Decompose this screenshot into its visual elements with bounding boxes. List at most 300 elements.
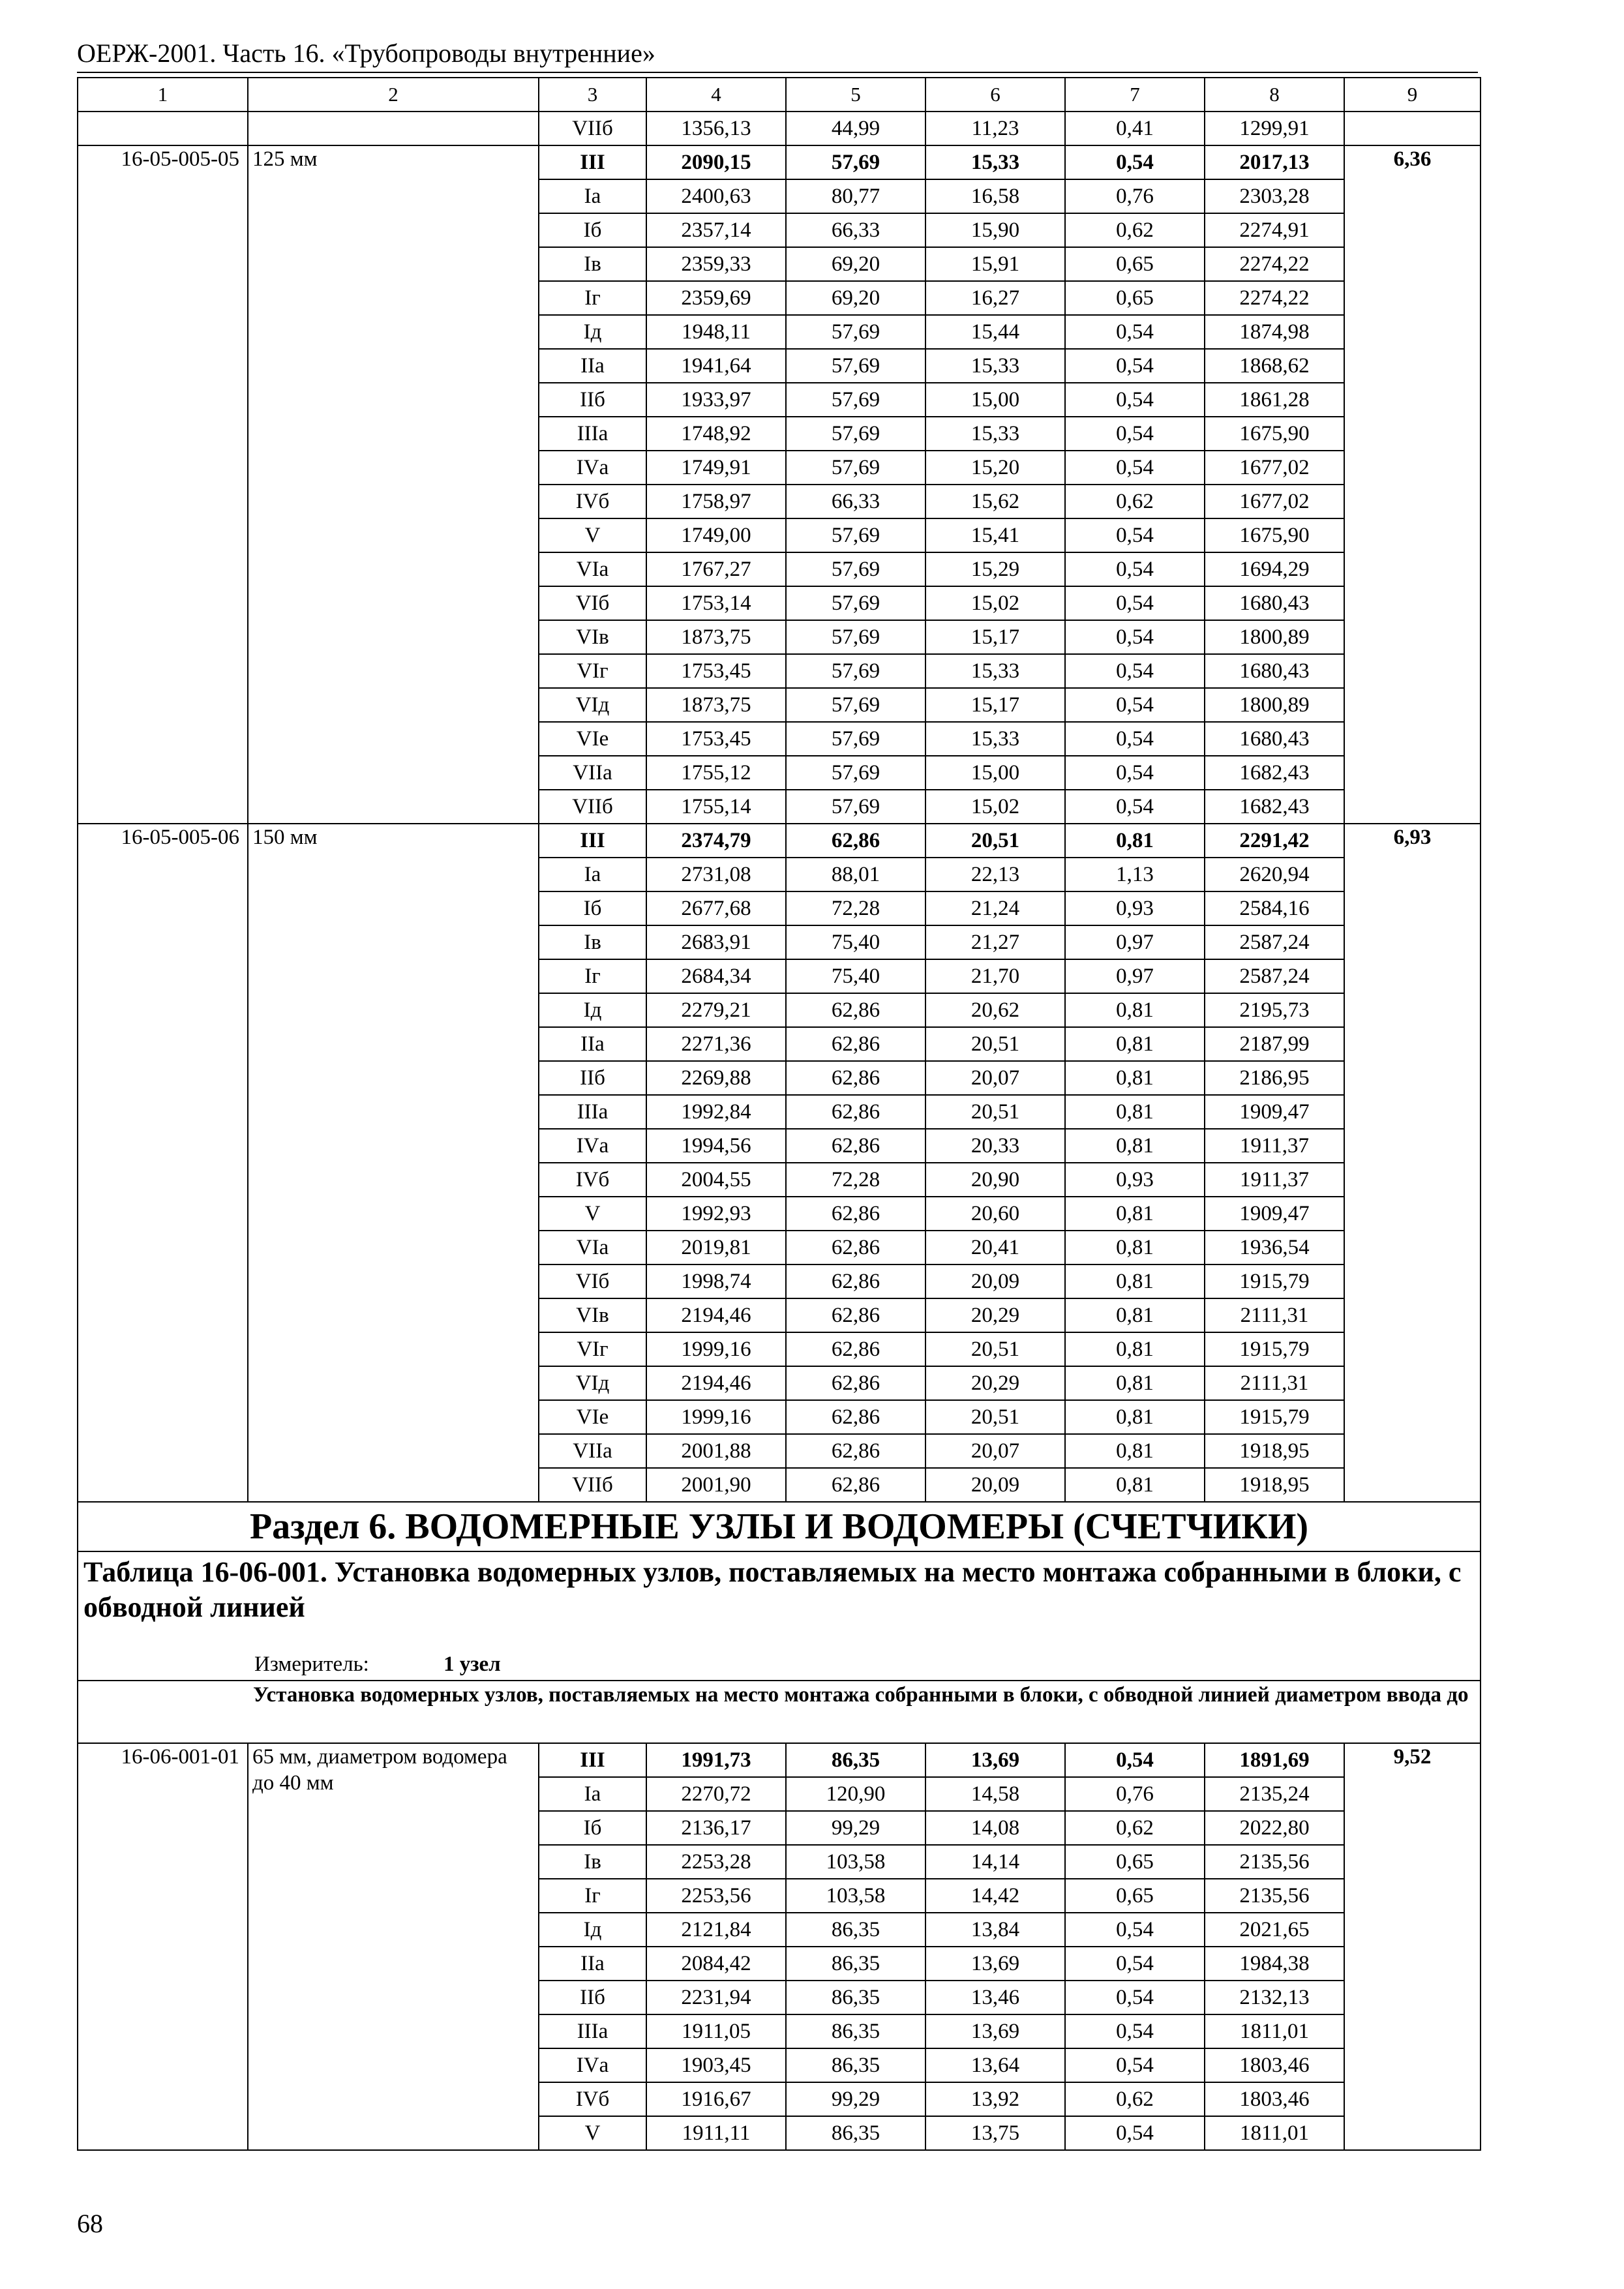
zone-cell: IIIа bbox=[539, 1095, 646, 1129]
value-cell: 2279,21 bbox=[646, 993, 786, 1027]
zone-cell: VIа bbox=[539, 552, 646, 586]
zone-cell: IIа bbox=[539, 1027, 646, 1061]
value-cell: 57,69 bbox=[786, 383, 925, 417]
value-cell: 20,29 bbox=[925, 1298, 1065, 1332]
meter-label: Измеритель: bbox=[254, 1653, 369, 1676]
header-rule bbox=[77, 72, 1478, 73]
value-cell: 1915,79 bbox=[1205, 1264, 1344, 1298]
value-cell: 15,20 bbox=[925, 451, 1065, 485]
value-cell: 0,65 bbox=[1065, 1879, 1205, 1913]
value-cell: 2587,24 bbox=[1205, 925, 1344, 959]
section-title-row bbox=[78, 1502, 1481, 1551]
value-cell: 20,51 bbox=[925, 1095, 1065, 1129]
value-cell: 15,02 bbox=[925, 790, 1065, 824]
value-cell: 1984,38 bbox=[1205, 1947, 1344, 1981]
zone-cell: V bbox=[539, 518, 646, 552]
zone-cell: VIв bbox=[539, 1298, 646, 1332]
value-cell: 0,62 bbox=[1065, 1811, 1205, 1845]
zone-cell: IIб bbox=[539, 383, 646, 417]
value-cell: 1909,47 bbox=[1205, 1197, 1344, 1231]
value-cell: 15,44 bbox=[925, 315, 1065, 349]
column-number: 6 bbox=[925, 78, 1065, 112]
value-cell: 15,33 bbox=[925, 145, 1065, 179]
value-cell: 103,58 bbox=[786, 1845, 925, 1879]
zone-cell: V bbox=[539, 2116, 646, 2150]
value-cell: 1677,02 bbox=[1205, 485, 1344, 518]
value-cell: 0,97 bbox=[1065, 959, 1205, 993]
value-cell: 1941,64 bbox=[646, 349, 786, 383]
value-cell: 62,86 bbox=[786, 1095, 925, 1129]
value-cell: 1992,93 bbox=[646, 1197, 786, 1231]
value-cell: 2274,22 bbox=[1205, 247, 1344, 281]
value-cell: 2587,24 bbox=[1205, 959, 1344, 993]
value-cell: 1675,90 bbox=[1205, 518, 1344, 552]
value-cell: 1992,84 bbox=[646, 1095, 786, 1129]
value-cell: 2194,46 bbox=[646, 1366, 786, 1400]
zone-cell: VIг bbox=[539, 1332, 646, 1366]
value-cell: 0,81 bbox=[1065, 824, 1205, 858]
value-cell: 15,33 bbox=[925, 417, 1065, 451]
column-number-row bbox=[78, 78, 1481, 112]
zone-cell: VIб bbox=[539, 586, 646, 620]
value-cell: 1911,37 bbox=[1205, 1163, 1344, 1197]
value-cell: 1916,67 bbox=[646, 2082, 786, 2116]
value-cell: 0,81 bbox=[1065, 1197, 1205, 1231]
value-cell: 75,40 bbox=[786, 925, 925, 959]
zone-cell: Iг bbox=[539, 959, 646, 993]
value-cell: 2121,84 bbox=[646, 1913, 786, 1947]
zone-cell: Iв bbox=[539, 1845, 646, 1879]
zone-cell: Iв bbox=[539, 247, 646, 281]
value-cell: 13,64 bbox=[925, 2048, 1065, 2082]
value-cell: 0,65 bbox=[1065, 247, 1205, 281]
meter-row bbox=[78, 1649, 1481, 1681]
value-cell: 0,81 bbox=[1065, 1095, 1205, 1129]
value-cell: 15,17 bbox=[925, 688, 1065, 722]
value-cell: 16,58 bbox=[925, 179, 1065, 213]
value-cell: 0,81 bbox=[1065, 1027, 1205, 1061]
value-cell: 20,51 bbox=[925, 824, 1065, 858]
column-number: 8 bbox=[1205, 78, 1344, 112]
value-cell: 80,77 bbox=[786, 179, 925, 213]
zone-cell: IIа bbox=[539, 1947, 646, 1981]
value-cell: 62,86 bbox=[786, 1197, 925, 1231]
zone-cell: Iа bbox=[539, 1777, 646, 1811]
zone-cell: IVб bbox=[539, 1163, 646, 1197]
subheading-row bbox=[78, 1681, 1481, 1743]
value-cell: 1755,14 bbox=[646, 790, 786, 824]
value-cell: 1933,97 bbox=[646, 383, 786, 417]
value-cell: 0,65 bbox=[1065, 1845, 1205, 1879]
value-cell: 0,93 bbox=[1065, 891, 1205, 925]
value-cell: 20,51 bbox=[925, 1400, 1065, 1434]
value-cell: 62,86 bbox=[786, 1468, 925, 1502]
value-cell: 0,81 bbox=[1065, 1298, 1205, 1332]
value-cell: 2253,56 bbox=[646, 1879, 786, 1913]
value-cell: 1356,13 bbox=[646, 112, 786, 145]
subheading: Установка водомерных узлов, поставляемых на место монтажа собранными в блоки, с обводной линией диаметром ввода до bbox=[78, 1681, 1481, 1743]
value-cell: 14,58 bbox=[925, 1777, 1065, 1811]
value-cell: 62,86 bbox=[786, 1298, 925, 1332]
value-cell: 1874,98 bbox=[1205, 315, 1344, 349]
value-cell: 2269,88 bbox=[646, 1061, 786, 1095]
value-cell: 1299,91 bbox=[1205, 112, 1344, 145]
table-title: Таблица 16-06-001. Установка водомерных узлов, поставляемых на место монтажа собранными в блоки, с обводной линией bbox=[78, 1551, 1481, 1649]
value-cell: 57,69 bbox=[786, 417, 925, 451]
value-cell: 13,69 bbox=[925, 2014, 1065, 2048]
column-number: 2 bbox=[248, 78, 539, 112]
value-cell: 2132,13 bbox=[1205, 1981, 1344, 2014]
zone-cell: VIб bbox=[539, 1264, 646, 1298]
value-cell: 72,28 bbox=[786, 1163, 925, 1197]
value-cell: 0,81 bbox=[1065, 1434, 1205, 1468]
value-cell: 0,62 bbox=[1065, 213, 1205, 247]
value-cell: 1680,43 bbox=[1205, 586, 1344, 620]
value-cell: 0,54 bbox=[1065, 315, 1205, 349]
value-cell: 1918,95 bbox=[1205, 1468, 1344, 1502]
value-cell: 0,81 bbox=[1065, 993, 1205, 1027]
section-title: Раздел 6. ВОДОМЕРНЫЕ УЗЛЫ И ВОДОМЕРЫ (СЧЕТЧИКИ) bbox=[78, 1502, 1481, 1551]
value-cell: 15,00 bbox=[925, 756, 1065, 790]
zone-cell: IIа bbox=[539, 349, 646, 383]
zone-cell: VIIб bbox=[539, 1468, 646, 1502]
value-cell: 75,40 bbox=[786, 959, 925, 993]
value-cell: 20,09 bbox=[925, 1468, 1065, 1502]
value-cell: 1800,89 bbox=[1205, 688, 1344, 722]
value-cell: 57,69 bbox=[786, 620, 925, 654]
index-value: 6,36 bbox=[1344, 145, 1481, 824]
zone-cell: IVа bbox=[539, 451, 646, 485]
rate-description: 150 мм bbox=[248, 824, 539, 1502]
value-cell: 1861,28 bbox=[1205, 383, 1344, 417]
value-cell: 1,13 bbox=[1065, 858, 1205, 891]
value-cell: 1991,73 bbox=[646, 1743, 786, 1777]
value-cell: 2135,56 bbox=[1205, 1879, 1344, 1913]
value-cell: 0,97 bbox=[1065, 925, 1205, 959]
value-cell: 1911,37 bbox=[1205, 1129, 1344, 1163]
meter-cell bbox=[78, 1649, 1481, 1681]
value-cell: 1811,01 bbox=[1205, 2014, 1344, 2048]
zone-cell: VIг bbox=[539, 654, 646, 688]
value-cell: 2084,42 bbox=[646, 1947, 786, 1981]
value-cell: 57,69 bbox=[786, 790, 925, 824]
zone-cell: VIв bbox=[539, 620, 646, 654]
value-cell: 21,70 bbox=[925, 959, 1065, 993]
value-cell: 1680,43 bbox=[1205, 654, 1344, 688]
value-cell: 0,54 bbox=[1065, 383, 1205, 417]
value-cell: 1891,69 bbox=[1205, 1743, 1344, 1777]
zone-cell: Iд bbox=[539, 315, 646, 349]
zone-cell: V bbox=[539, 1197, 646, 1231]
value-cell: 1803,46 bbox=[1205, 2082, 1344, 2116]
value-cell: 69,20 bbox=[786, 247, 925, 281]
value-cell: 2111,31 bbox=[1205, 1366, 1344, 1400]
value-cell: 1680,43 bbox=[1205, 722, 1344, 756]
rate-description: 65 мм, диаметром водомера до 40 мм bbox=[248, 1743, 539, 2150]
value-cell: 0,54 bbox=[1065, 1981, 1205, 2014]
value-cell: 15,17 bbox=[925, 620, 1065, 654]
zone-cell: IIб bbox=[539, 1981, 646, 2014]
value-cell: 20,90 bbox=[925, 1163, 1065, 1197]
value-cell: 0,93 bbox=[1065, 1163, 1205, 1197]
table-body bbox=[78, 78, 1481, 2150]
value-cell: 1918,95 bbox=[1205, 1434, 1344, 1468]
value-cell: 15,33 bbox=[925, 722, 1065, 756]
zone-cell: Iб bbox=[539, 1811, 646, 1845]
value-cell: 2677,68 bbox=[646, 891, 786, 925]
value-cell: 1748,92 bbox=[646, 417, 786, 451]
price-table bbox=[77, 77, 1481, 2151]
value-cell: 2021,65 bbox=[1205, 1913, 1344, 1947]
value-cell: 1753,45 bbox=[646, 654, 786, 688]
value-cell: 15,33 bbox=[925, 654, 1065, 688]
value-cell: 99,29 bbox=[786, 2082, 925, 2116]
value-cell: 2400,63 bbox=[646, 179, 786, 213]
value-cell: 14,08 bbox=[925, 1811, 1065, 1845]
value-cell: 57,69 bbox=[786, 756, 925, 790]
column-number: 9 bbox=[1344, 78, 1481, 112]
value-cell: 62,86 bbox=[786, 1366, 925, 1400]
value-cell: 62,86 bbox=[786, 993, 925, 1027]
rate-description: 125 мм bbox=[248, 145, 539, 824]
value-cell: 22,13 bbox=[925, 858, 1065, 891]
value-cell: 20,51 bbox=[925, 1332, 1065, 1366]
zone-cell: Iг bbox=[539, 281, 646, 315]
value-cell: 57,69 bbox=[786, 518, 925, 552]
value-cell: 120,90 bbox=[786, 1777, 925, 1811]
value-cell: 0,62 bbox=[1065, 485, 1205, 518]
empty-cell bbox=[248, 112, 539, 145]
value-cell: 1755,12 bbox=[646, 756, 786, 790]
value-cell: 21,24 bbox=[925, 891, 1065, 925]
zone-cell: Iб bbox=[539, 213, 646, 247]
zone-cell: IVб bbox=[539, 485, 646, 518]
table-row bbox=[78, 1743, 1481, 1777]
zone-cell: Iд bbox=[539, 993, 646, 1027]
value-cell: 15,91 bbox=[925, 247, 1065, 281]
value-cell: 0,81 bbox=[1065, 1468, 1205, 1502]
value-cell: 57,69 bbox=[786, 654, 925, 688]
value-cell: 0,54 bbox=[1065, 620, 1205, 654]
value-cell: 57,69 bbox=[786, 722, 925, 756]
zone-cell: IIб bbox=[539, 1061, 646, 1095]
value-cell: 0,65 bbox=[1065, 281, 1205, 315]
value-cell: 0,54 bbox=[1065, 417, 1205, 451]
running-head: ОЕРЖ-2001. Часть 16. «Трубопроводы внутренние» bbox=[77, 38, 655, 68]
value-cell: 21,27 bbox=[925, 925, 1065, 959]
value-cell: 13,69 bbox=[925, 1743, 1065, 1777]
column-number: 5 bbox=[786, 78, 925, 112]
column-number: 3 bbox=[539, 78, 646, 112]
value-cell: 2584,16 bbox=[1205, 891, 1344, 925]
value-cell: 11,23 bbox=[925, 112, 1065, 145]
empty-cell bbox=[78, 112, 248, 145]
value-cell: 0,76 bbox=[1065, 1777, 1205, 1811]
value-cell: 13,75 bbox=[925, 2116, 1065, 2150]
value-cell: 57,69 bbox=[786, 688, 925, 722]
value-cell: 1909,47 bbox=[1205, 1095, 1344, 1129]
value-cell: 0,54 bbox=[1065, 756, 1205, 790]
value-cell: 1767,27 bbox=[646, 552, 786, 586]
zone-cell: III bbox=[539, 145, 646, 179]
zone-cell: VIа bbox=[539, 1231, 646, 1264]
zone-cell: VIд bbox=[539, 1366, 646, 1400]
value-cell: 1675,90 bbox=[1205, 417, 1344, 451]
zone-cell: Iд bbox=[539, 1913, 646, 1947]
value-cell: 0,54 bbox=[1065, 1913, 1205, 1947]
rate-code: 16-05-005-05 bbox=[78, 145, 248, 824]
value-cell: 0,54 bbox=[1065, 654, 1205, 688]
value-cell: 0,41 bbox=[1065, 112, 1205, 145]
value-cell: 0,54 bbox=[1065, 349, 1205, 383]
zone-cell: Iб bbox=[539, 891, 646, 925]
value-cell: 57,69 bbox=[786, 552, 925, 586]
value-cell: 1749,00 bbox=[646, 518, 786, 552]
zone-cell: Iв bbox=[539, 925, 646, 959]
zone-cell: IIIа bbox=[539, 2014, 646, 2048]
value-cell: 2620,94 bbox=[1205, 858, 1344, 891]
value-cell: 62,86 bbox=[786, 1434, 925, 1468]
value-cell: 86,35 bbox=[786, 1913, 925, 1947]
value-cell: 2136,17 bbox=[646, 1811, 786, 1845]
value-cell: 20,60 bbox=[925, 1197, 1065, 1231]
value-cell: 2359,33 bbox=[646, 247, 786, 281]
value-cell: 2270,72 bbox=[646, 1777, 786, 1811]
value-cell: 0,54 bbox=[1065, 451, 1205, 485]
value-cell: 57,69 bbox=[786, 315, 925, 349]
value-cell: 15,41 bbox=[925, 518, 1065, 552]
value-cell: 0,81 bbox=[1065, 1061, 1205, 1095]
value-cell: 2359,69 bbox=[646, 281, 786, 315]
value-cell: 0,54 bbox=[1065, 2014, 1205, 2048]
value-cell: 1873,75 bbox=[646, 620, 786, 654]
value-cell: 13,92 bbox=[925, 2082, 1065, 2116]
value-cell: 62,86 bbox=[786, 1061, 925, 1095]
value-cell: 57,69 bbox=[786, 349, 925, 383]
value-cell: 72,28 bbox=[786, 891, 925, 925]
value-cell: 2001,90 bbox=[646, 1468, 786, 1502]
value-cell: 66,33 bbox=[786, 213, 925, 247]
value-cell: 0,81 bbox=[1065, 1231, 1205, 1264]
value-cell: 20,29 bbox=[925, 1366, 1065, 1400]
value-cell: 0,54 bbox=[1065, 1743, 1205, 1777]
value-cell: 1753,45 bbox=[646, 722, 786, 756]
zone-cell: III bbox=[539, 1743, 646, 1777]
value-cell: 86,35 bbox=[786, 1947, 925, 1981]
zone-cell: VIIб bbox=[539, 112, 646, 145]
value-cell: 20,62 bbox=[925, 993, 1065, 1027]
value-cell: 1682,43 bbox=[1205, 756, 1344, 790]
value-cell: 1803,46 bbox=[1205, 2048, 1344, 2082]
value-cell: 13,84 bbox=[925, 1913, 1065, 1947]
value-cell: 62,86 bbox=[786, 1400, 925, 1434]
value-cell: 1868,62 bbox=[1205, 349, 1344, 383]
value-cell: 2194,46 bbox=[646, 1298, 786, 1332]
value-cell: 2684,34 bbox=[646, 959, 786, 993]
value-cell: 0,54 bbox=[1065, 790, 1205, 824]
value-cell: 1994,56 bbox=[646, 1129, 786, 1163]
value-cell: 0,54 bbox=[1065, 586, 1205, 620]
value-cell: 0,54 bbox=[1065, 722, 1205, 756]
value-cell: 2274,22 bbox=[1205, 281, 1344, 315]
value-cell: 62,86 bbox=[786, 824, 925, 858]
value-cell: 2017,13 bbox=[1205, 145, 1344, 179]
value-cell: 1911,05 bbox=[646, 2014, 786, 2048]
value-cell: 1800,89 bbox=[1205, 620, 1344, 654]
value-cell: 15,90 bbox=[925, 213, 1065, 247]
value-cell: 86,35 bbox=[786, 1743, 925, 1777]
value-cell: 0,54 bbox=[1065, 1947, 1205, 1981]
value-cell: 66,33 bbox=[786, 485, 925, 518]
value-cell: 1903,45 bbox=[646, 2048, 786, 2082]
value-cell: 20,07 bbox=[925, 1061, 1065, 1095]
zone-cell: VIIа bbox=[539, 756, 646, 790]
value-cell: 14,14 bbox=[925, 1845, 1065, 1879]
zone-cell: III bbox=[539, 824, 646, 858]
value-cell: 2683,91 bbox=[646, 925, 786, 959]
value-cell: 62,86 bbox=[786, 1231, 925, 1264]
zone-cell: Iг bbox=[539, 1879, 646, 1913]
zone-cell: VIIб bbox=[539, 790, 646, 824]
value-cell: 2357,14 bbox=[646, 213, 786, 247]
value-cell: 1811,01 bbox=[1205, 2116, 1344, 2150]
value-cell: 62,86 bbox=[786, 1027, 925, 1061]
value-cell: 13,69 bbox=[925, 1947, 1065, 1981]
value-cell: 2374,79 bbox=[646, 824, 786, 858]
zone-cell: VIIа bbox=[539, 1434, 646, 1468]
value-cell: 0,54 bbox=[1065, 518, 1205, 552]
value-cell: 2022,80 bbox=[1205, 1811, 1344, 1845]
value-cell: 86,35 bbox=[786, 2116, 925, 2150]
empty-cell bbox=[1344, 112, 1481, 145]
value-cell: 2135,24 bbox=[1205, 1777, 1344, 1811]
value-cell: 0,81 bbox=[1065, 1332, 1205, 1366]
value-cell: 0,54 bbox=[1065, 2048, 1205, 2082]
column-number: 4 bbox=[646, 78, 786, 112]
value-cell: 2186,95 bbox=[1205, 1061, 1344, 1095]
value-cell: 20,41 bbox=[925, 1231, 1065, 1264]
zone-cell: IVа bbox=[539, 1129, 646, 1163]
value-cell: 99,29 bbox=[786, 1811, 925, 1845]
value-cell: 0,54 bbox=[1065, 145, 1205, 179]
value-cell: 1694,29 bbox=[1205, 552, 1344, 586]
table-row bbox=[78, 145, 1481, 179]
table-row bbox=[78, 112, 1481, 145]
value-cell: 0,62 bbox=[1065, 2082, 1205, 2116]
value-cell: 20,09 bbox=[925, 1264, 1065, 1298]
value-cell: 62,86 bbox=[786, 1264, 925, 1298]
column-number: 1 bbox=[78, 78, 248, 112]
value-cell: 57,69 bbox=[786, 586, 925, 620]
value-cell: 86,35 bbox=[786, 2048, 925, 2082]
value-cell: 2135,56 bbox=[1205, 1845, 1344, 1879]
value-cell: 2187,99 bbox=[1205, 1027, 1344, 1061]
value-cell: 2271,36 bbox=[646, 1027, 786, 1061]
zone-cell: Iа bbox=[539, 858, 646, 891]
index-value: 6,93 bbox=[1344, 824, 1481, 1502]
zone-cell: IVа bbox=[539, 2048, 646, 2082]
value-cell: 0,54 bbox=[1065, 552, 1205, 586]
value-cell: 57,69 bbox=[786, 451, 925, 485]
value-cell: 0,81 bbox=[1065, 1366, 1205, 1400]
value-cell: 2001,88 bbox=[646, 1434, 786, 1468]
value-cell: 2090,15 bbox=[646, 145, 786, 179]
value-cell: 2731,08 bbox=[646, 858, 786, 891]
page-number: 68 bbox=[77, 2209, 103, 2238]
value-cell: 2303,28 bbox=[1205, 179, 1344, 213]
value-cell: 16,27 bbox=[925, 281, 1065, 315]
value-cell: 62,86 bbox=[786, 1129, 925, 1163]
